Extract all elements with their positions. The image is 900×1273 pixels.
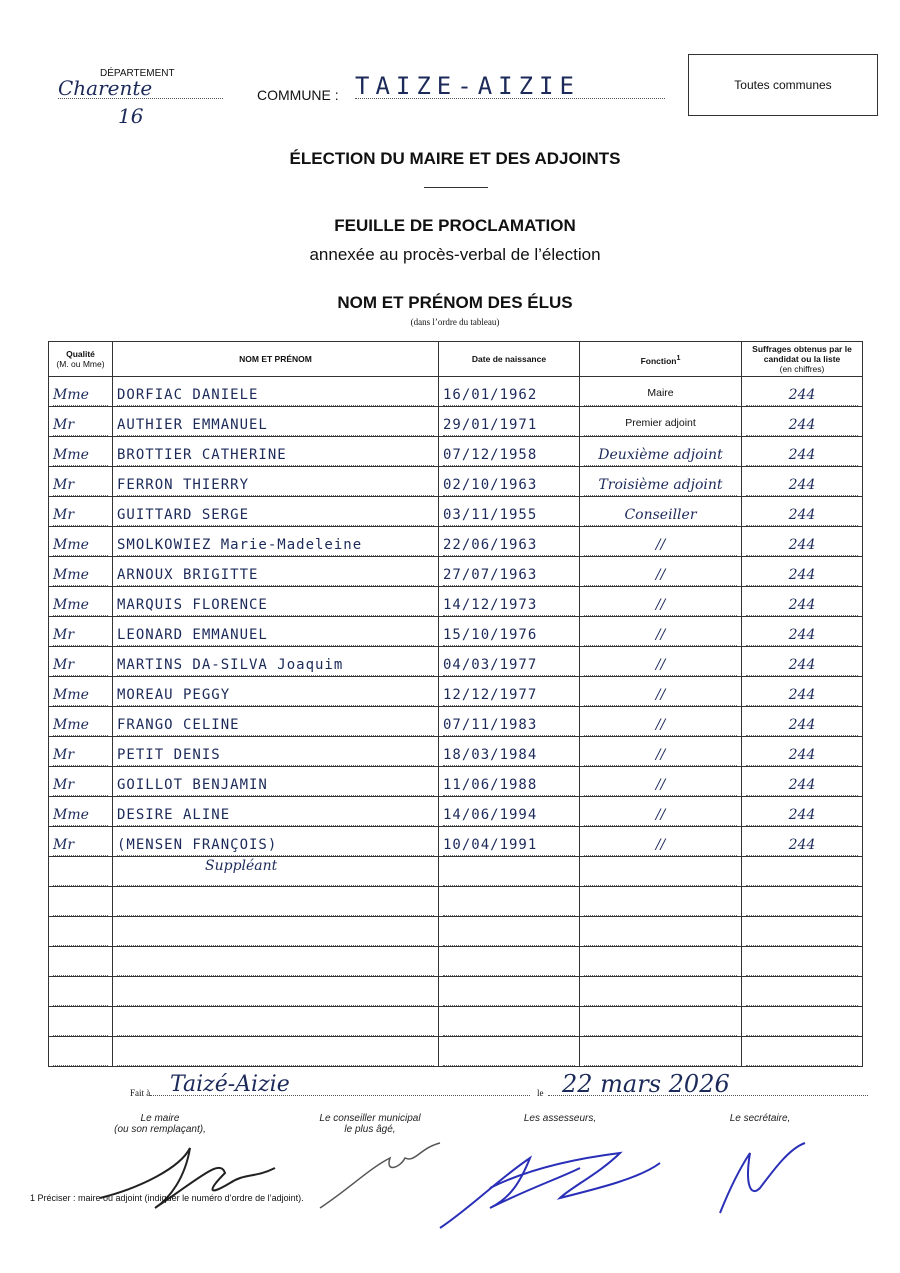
cell-nom (113, 977, 439, 1007)
cell-date (439, 1037, 580, 1067)
cell-fonction-text: Maire (584, 387, 737, 406)
cell-suffrages (742, 767, 863, 797)
cell-fonction-text: // (584, 747, 737, 766)
cell-date (439, 707, 580, 737)
cell-suffrages (742, 887, 863, 917)
cell-qualite (49, 707, 113, 737)
cell-suffrages-text: 244 (746, 657, 858, 676)
cell-date (439, 647, 580, 677)
cell-suffrages (742, 1007, 863, 1037)
cell-qualite-text (53, 867, 108, 886)
header-nom: NOM ET PRÉNOM (113, 342, 439, 377)
toutes-communes-box (688, 54, 878, 116)
cell-date (439, 947, 580, 977)
cell-suffrages (742, 497, 863, 527)
cell-date-text: 15/10/1976 (443, 627, 575, 646)
cell-fonction (580, 887, 742, 917)
cell-suffrages (742, 527, 863, 557)
commune-value: TAIZE-AIZIE (355, 72, 665, 99)
cell-suffrages-text: 244 (746, 567, 858, 586)
cell-qualite (49, 407, 113, 437)
cell-fonction (580, 467, 742, 497)
cell-fonction (580, 737, 742, 767)
cell-fonction (580, 407, 742, 437)
cell-date (439, 917, 580, 947)
cell-suffrages-text: 244 (746, 777, 858, 796)
table-row (49, 467, 863, 497)
cell-nom-text: (MENSEN FRANÇOIS) (117, 837, 434, 856)
cell-fonction-text: Troisième adjoint (584, 477, 737, 496)
cell-date (439, 827, 580, 857)
cell-nom (113, 767, 439, 797)
cell-fonction (580, 827, 742, 857)
cell-date-text: 27/07/1963 (443, 567, 575, 586)
cell-suffrages (742, 797, 863, 827)
cell-qualite-text: Mr (53, 627, 108, 646)
cell-fonction-text: // (584, 807, 737, 826)
cell-date-text: 11/06/1988 (443, 777, 575, 796)
table-row (49, 857, 863, 887)
cell-date (439, 617, 580, 647)
table-row (49, 587, 863, 617)
cell-nom (113, 917, 439, 947)
cell-date (439, 557, 580, 587)
cell-qualite-text (53, 1017, 108, 1036)
cell-fonction (580, 1037, 742, 1067)
cell-date (439, 977, 580, 1007)
cell-nom (113, 827, 439, 857)
cell-date-text: 14/06/1994 (443, 807, 575, 826)
table-row (49, 827, 863, 857)
cell-qualite-text: Mme (53, 597, 108, 616)
cell-nom-text: FRANGO CELINE (117, 717, 434, 736)
cell-date-text: 22/06/1963 (443, 537, 575, 556)
cell-nom (113, 407, 439, 437)
cell-date (439, 377, 580, 407)
cell-date (439, 1007, 580, 1037)
cell-qualite (49, 437, 113, 467)
cell-nom-text: DESIRE ALINE (117, 807, 434, 826)
table-row (49, 437, 863, 467)
sig-assesseurs-label: Les assesseurs, (523, 1113, 597, 1124)
table-row (49, 407, 863, 437)
cell-fonction-text: // (584, 717, 737, 736)
cell-qualite-text: Mme (53, 717, 108, 736)
cell-nom-text: MOREAU PEGGY (117, 687, 434, 706)
cell-date (439, 587, 580, 617)
table-row (49, 647, 863, 677)
cell-fonction-text (584, 957, 737, 976)
cell-nom (113, 527, 439, 557)
cell-qualite (49, 377, 113, 407)
cell-date (439, 737, 580, 767)
cell-qualite (49, 467, 113, 497)
cell-qualite-text: Mr (53, 777, 108, 796)
fait-value: Taizé-Aizie (150, 1072, 530, 1096)
cell-fonction-text: // (584, 537, 737, 556)
signatures-svg (60, 1128, 880, 1238)
cell-fonction (580, 707, 742, 737)
table-row (49, 947, 863, 977)
cell-suffrages (742, 587, 863, 617)
cell-fonction (580, 917, 742, 947)
table-header-row (49, 342, 863, 377)
cell-fonction-text: // (584, 567, 737, 586)
sig-maire-label: Le maire (ou son remplaçant), (114, 1113, 206, 1135)
cell-qualite (49, 767, 113, 797)
cell-nom (113, 617, 439, 647)
cell-nom-text: AUTHIER EMMANUEL (117, 417, 434, 436)
cell-date-text (443, 1047, 575, 1066)
cell-suffrages (742, 947, 863, 977)
cell-date (439, 857, 580, 887)
cell-date (439, 767, 580, 797)
table-row (49, 677, 863, 707)
cell-suffrages-text: 244 (746, 597, 858, 616)
cell-qualite-text: Mr (53, 747, 108, 766)
cell-qualite (49, 917, 113, 947)
cell-fonction-text: // (584, 777, 737, 796)
cell-qualite-text: Mme (53, 387, 108, 406)
cell-fonction (580, 497, 742, 527)
cell-suffrages-text (746, 867, 858, 886)
cell-suffrages (742, 977, 863, 1007)
cell-qualite (49, 677, 113, 707)
cell-qualite-text (53, 1047, 108, 1066)
cell-fonction (580, 767, 742, 797)
cell-qualite (49, 1037, 113, 1067)
cell-suffrages (742, 857, 863, 887)
cell-nom-text (117, 1047, 434, 1066)
cell-qualite-text (53, 957, 108, 976)
cell-suffrages-text: 244 (746, 627, 858, 646)
cell-nom-text (117, 987, 434, 1006)
sheet-title: FEUILLE DE PROCLAMATION (334, 216, 576, 235)
cell-nom-text: ARNOUX BRIGITTE (117, 567, 434, 586)
cell-fonction-text: Deuxième adjoint (584, 447, 737, 466)
cell-fonction (580, 587, 742, 617)
cell-nom (113, 1007, 439, 1037)
departement-value: Charente (58, 76, 223, 99)
cell-nom-text: SMOLKOWIEZ Marie-Madeleine (117, 537, 434, 556)
cell-qualite-text: Mme (53, 447, 108, 466)
cell-qualite (49, 587, 113, 617)
cell-suffrages-text: 244 (746, 747, 858, 766)
cell-nom-text: BROTTIER CATHERINE (117, 447, 434, 466)
cell-fonction (580, 527, 742, 557)
cell-qualite-text: Mme (53, 807, 108, 826)
main-title: ÉLECTION DU MAIRE ET DES ADJOINTS (289, 149, 621, 168)
header-suffrages: Suffrages obtenus par le candidat ou la liste (en chiffres) (742, 342, 863, 377)
cell-fonction-text: // (584, 597, 737, 616)
cell-qualite (49, 647, 113, 677)
annex-subtitle: annexée au procès-verbal de l’élection (309, 245, 601, 264)
cell-fonction-text (584, 1017, 737, 1036)
cell-qualite-text: Mr (53, 837, 108, 856)
cell-nom-text: GOILLOT BENJAMIN (117, 777, 434, 796)
departement-label: DÉPARTEMENT (100, 68, 175, 79)
cell-nom-text: FERRON THIERRY (117, 477, 434, 496)
cell-fonction (580, 647, 742, 677)
header-date: Date de naissance (439, 342, 580, 377)
table-row (49, 797, 863, 827)
cell-date-text: 29/01/1971 (443, 417, 575, 436)
cell-suffrages (742, 407, 863, 437)
cell-qualite (49, 827, 113, 857)
cell-suffrages-text (746, 1047, 858, 1066)
cell-date (439, 797, 580, 827)
cell-fonction (580, 377, 742, 407)
sig-conseiller-label: Le conseiller municipal le plus âgé, (319, 1113, 421, 1135)
cell-nom (113, 1037, 439, 1067)
cell-fonction-text (584, 867, 737, 886)
cell-date (439, 677, 580, 707)
cell-fonction (580, 977, 742, 1007)
cell-nom-text: LEONARD EMMANUEL (117, 627, 434, 646)
cell-suffrages (742, 737, 863, 767)
cell-fonction (580, 1007, 742, 1037)
cell-suffrages (742, 617, 863, 647)
cell-fonction-text: Premier adjoint (584, 417, 737, 436)
cell-suffrages (742, 437, 863, 467)
cell-date-text (443, 927, 575, 946)
cell-suffrages (742, 707, 863, 737)
table-row (49, 1037, 863, 1067)
signature-conseiller (320, 1143, 440, 1208)
cell-nom-text (117, 927, 434, 946)
commune-label: COMMUNE : (257, 87, 339, 103)
cell-nom (113, 707, 439, 737)
cell-qualite (49, 617, 113, 647)
cell-date-text: 10/04/1991 (443, 837, 575, 856)
cell-nom-text: DORFIAC DANIELE (117, 387, 434, 406)
cell-suffrages (742, 557, 863, 587)
cell-qualite (49, 857, 113, 887)
cell-suffrages-text: 244 (746, 387, 858, 406)
cell-date-text: 04/03/1977 (443, 657, 575, 676)
cell-qualite-text (53, 987, 108, 1006)
cell-date (439, 407, 580, 437)
cell-date-text (443, 867, 575, 886)
cell-suffrages-text (746, 927, 858, 946)
cell-qualite-text: Mme (53, 567, 108, 586)
cell-qualite (49, 737, 113, 767)
cell-fonction (580, 617, 742, 647)
cell-qualite-text: Mme (53, 537, 108, 556)
section-note: (dans l’ordre du tableau) (410, 317, 500, 327)
cell-fonction-text: // (584, 627, 737, 646)
cell-suffrages-text (746, 897, 858, 916)
table-row (49, 557, 863, 587)
table-row (49, 1007, 863, 1037)
cell-suffrages-text: 244 (746, 837, 858, 856)
table-row (49, 737, 863, 767)
cell-qualite (49, 497, 113, 527)
cell-qualite (49, 887, 113, 917)
cell-nom (113, 887, 439, 917)
cell-fonction (580, 857, 742, 887)
cell-qualite (49, 527, 113, 557)
cell-date-text: 03/11/1955 (443, 507, 575, 526)
cell-fonction-text (584, 927, 737, 946)
cell-nom (113, 587, 439, 617)
cell-suffrages-text (746, 1017, 858, 1036)
le-label: le (537, 1088, 544, 1098)
cell-fonction (580, 677, 742, 707)
cell-date-text: 12/12/1977 (443, 687, 575, 706)
cell-suffrages-text: 244 (746, 537, 858, 556)
toutes-communes-text: Toutes communes (734, 78, 832, 92)
cell-nom (113, 437, 439, 467)
cell-nom (113, 737, 439, 767)
cell-nom (113, 497, 439, 527)
cell-suffrages (742, 917, 863, 947)
sig-secretaire-label: Le secrétaire, (729, 1113, 791, 1124)
cell-nom-text (117, 957, 434, 976)
cell-suffrages-text: 244 (746, 807, 858, 826)
cell-fonction-text: // (584, 687, 737, 706)
le-value: 22 mars 2026 (548, 1070, 868, 1096)
table-row (49, 617, 863, 647)
cell-date-text: 18/03/1984 (443, 747, 575, 766)
cell-date-text (443, 957, 575, 976)
departement-number: 16 (118, 104, 144, 128)
cell-qualite-text (53, 897, 108, 916)
cell-nom-text: GUITTARD SERGE (117, 507, 434, 526)
cell-date-text: 07/12/1958 (443, 447, 575, 466)
cell-fonction-text: // (584, 837, 737, 856)
cell-nom (113, 467, 439, 497)
cell-fonction (580, 437, 742, 467)
cell-qualite (49, 977, 113, 1007)
suppleant-note: Suppléant (205, 858, 278, 874)
table-row (49, 917, 863, 947)
cell-suffrages-text: 244 (746, 717, 858, 736)
cell-suffrages-text: 244 (746, 447, 858, 466)
cell-qualite-text (53, 927, 108, 946)
table-row (49, 527, 863, 557)
cell-fonction (580, 557, 742, 587)
cell-suffrages (742, 677, 863, 707)
table-row (49, 707, 863, 737)
table-row (49, 977, 863, 1007)
cell-nom-text: PETIT DENIS (117, 747, 434, 766)
cell-date (439, 527, 580, 557)
table-row (49, 767, 863, 797)
cell-qualite-text: Mme (53, 687, 108, 706)
cell-qualite-text: Mr (53, 507, 108, 526)
cell-qualite-text: Mr (53, 657, 108, 676)
header-fonction: Fonction$^1$ (580, 342, 742, 377)
table-row (49, 887, 863, 917)
cell-suffrages (742, 827, 863, 857)
signature-secretaire (720, 1143, 805, 1213)
cell-date-text (443, 1017, 575, 1036)
cell-fonction-text (584, 897, 737, 916)
elus-table (48, 341, 863, 1067)
cell-nom (113, 557, 439, 587)
cell-qualite (49, 1007, 113, 1037)
cell-suffrages (742, 467, 863, 497)
cell-date (439, 437, 580, 467)
cell-date (439, 887, 580, 917)
cell-nom (113, 377, 439, 407)
cell-qualite (49, 947, 113, 977)
cell-qualite (49, 557, 113, 587)
cell-nom (113, 947, 439, 977)
cell-date-text (443, 987, 575, 1006)
cell-nom (113, 677, 439, 707)
cell-date-text: 16/01/1962 (443, 387, 575, 406)
section-title: NOM ET PRÉNOM DES ÉLUS (337, 293, 573, 312)
cell-suffrages-text (746, 987, 858, 1006)
cell-suffrages-text (746, 957, 858, 976)
cell-date-text: 07/11/1983 (443, 717, 575, 736)
cell-date (439, 467, 580, 497)
cell-fonction-text (584, 1047, 737, 1066)
cell-date-text: 14/12/1973 (443, 597, 575, 616)
signature-assesseur-2 (490, 1153, 660, 1198)
cell-date-text (443, 897, 575, 916)
header-qualite: Qualité (M. ou Mme) (49, 342, 113, 377)
cell-qualite (49, 797, 113, 827)
cell-nom-text: MARTINS DA-SILVA Joaquim (117, 657, 434, 676)
cell-suffrages-text: 244 (746, 507, 858, 526)
cell-fonction (580, 947, 742, 977)
cell-nom-text (117, 897, 434, 916)
cell-nom (113, 647, 439, 677)
cell-suffrages (742, 377, 863, 407)
cell-suffrages (742, 647, 863, 677)
table-row (49, 377, 863, 407)
table-row (49, 497, 863, 527)
cell-nom-text (117, 1017, 434, 1036)
cell-suffrages-text: 244 (746, 477, 858, 496)
cell-fonction-text (584, 987, 737, 1006)
cell-fonction (580, 797, 742, 827)
cell-nom-text: MARQUIS FLORENCE (117, 597, 434, 616)
fait-label: Fait à (130, 1088, 151, 1098)
cell-nom (113, 797, 439, 827)
signature-assesseur-1 (440, 1158, 580, 1228)
footnote: 1 Préciser : maire ou adjoint (indiquer le numéro d’ordre de l’adjoint). (30, 1193, 304, 1203)
cell-fonction-text: // (584, 657, 737, 676)
cell-suffrages (742, 1037, 863, 1067)
cell-fonction-text: Conseiller (584, 507, 737, 526)
cell-suffrages-text: 244 (746, 687, 858, 706)
cell-suffrages-text: 244 (746, 417, 858, 436)
cell-date-text: 02/10/1963 (443, 477, 575, 496)
cell-qualite-text: Mr (53, 417, 108, 436)
cell-date (439, 497, 580, 527)
cell-qualite-text: Mr (53, 477, 108, 496)
title-divider (424, 187, 488, 188)
